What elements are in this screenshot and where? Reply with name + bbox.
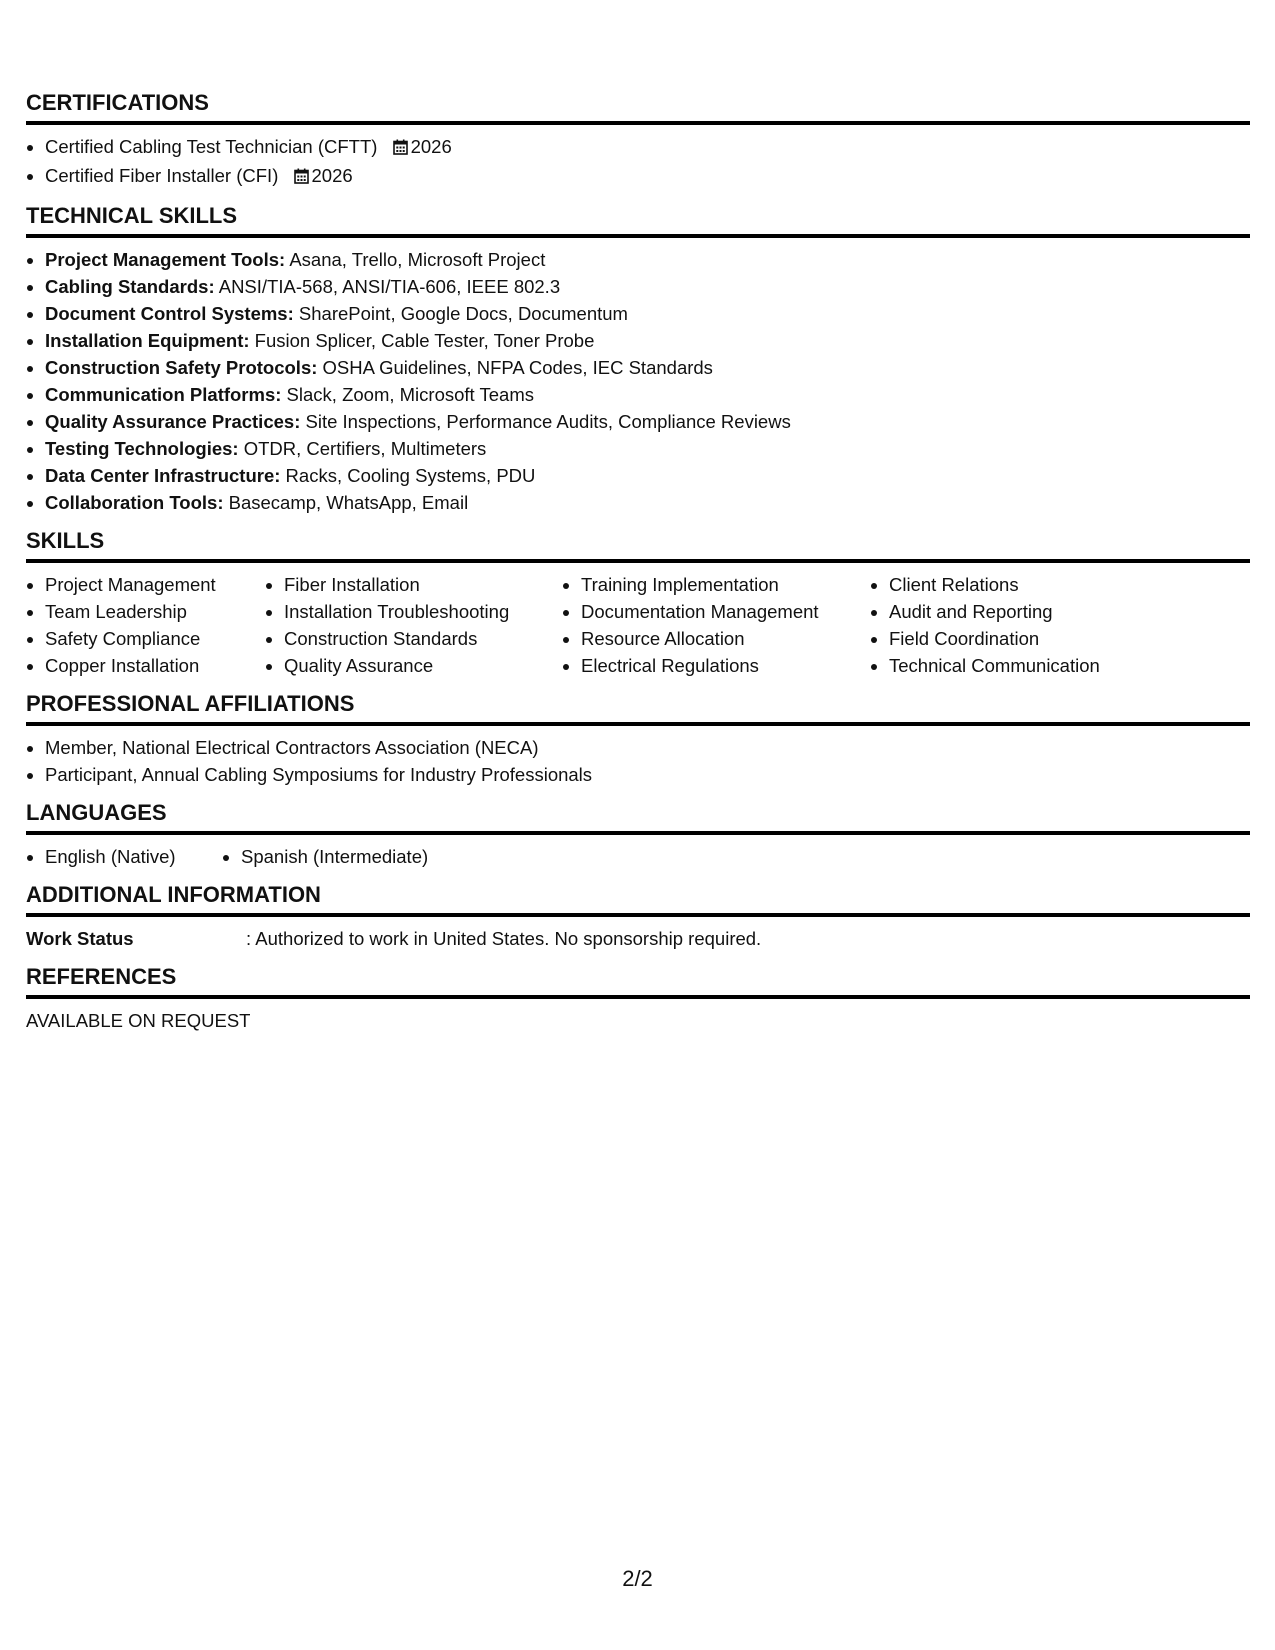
calendar-icon xyxy=(393,135,408,162)
technical-skills-list xyxy=(26,246,1250,516)
resume-page xyxy=(26,90,1250,1046)
additional-info-section xyxy=(26,882,1250,952)
list-item: • Fiber Installation xyxy=(284,571,562,598)
list-item: • Construction Standards xyxy=(284,625,562,652)
skill-category: Communication Platforms: xyxy=(45,384,282,405)
list-item: • Team Leadership xyxy=(45,598,265,625)
certification-year: 2026 xyxy=(410,136,452,157)
certification-year: 2026 xyxy=(311,165,353,186)
skill-category: Project Management Tools: xyxy=(45,249,286,270)
list-item xyxy=(45,489,1250,516)
languages-column xyxy=(26,843,222,870)
references-text: AVAILABLE ON REQUEST xyxy=(26,1010,251,1031)
list-item: • Member, National Electrical Contractors Association (NECA) xyxy=(45,734,1250,761)
list-item xyxy=(45,300,1250,327)
skill-values: Fusion Splicer, Cable Tester, Toner Probe xyxy=(249,330,595,351)
skill-category: Document Control Systems: xyxy=(45,303,294,324)
list-item: • Copper Installation xyxy=(45,652,265,679)
technical-skills-section xyxy=(26,203,1250,516)
section-title-technical-skills: TECHNICAL SKILLS xyxy=(26,203,1250,238)
page-number: 2/2 xyxy=(622,1566,653,1591)
section-title-references: REFERENCES xyxy=(26,964,1250,999)
work-status-row xyxy=(26,925,1250,952)
section-title-skills: SKILLS xyxy=(26,528,1250,563)
calendar-icon xyxy=(294,164,309,191)
section-title-additional-info: ADDITIONAL INFORMATION xyxy=(26,882,1250,917)
skill-values: Racks, Cooling Systems, PDU xyxy=(280,465,536,486)
list-item: • Spanish (Intermediate) xyxy=(241,843,428,870)
list-item: • Resource Allocation xyxy=(581,625,870,652)
list-item: • Documentation Management xyxy=(581,598,870,625)
list-item xyxy=(45,327,1250,354)
list-item xyxy=(45,133,1250,162)
skill-category: Collaboration Tools: xyxy=(45,492,224,513)
skills-section xyxy=(26,528,1250,679)
skill-values: SharePoint, Google Docs, Documentum xyxy=(293,303,628,324)
section-title-certifications: CERTIFICATIONS xyxy=(26,90,1250,125)
list-item xyxy=(45,246,1250,273)
list-item: • Safety Compliance xyxy=(45,625,265,652)
skill-values: Asana, Trello, Microsoft Project xyxy=(285,249,546,270)
list-item xyxy=(45,273,1250,300)
certification-name: Certified Fiber Installer (CFI) xyxy=(45,165,279,186)
list-item xyxy=(45,435,1250,462)
list-item xyxy=(45,381,1250,408)
list-item: • Project Management xyxy=(45,571,265,598)
skills-grid xyxy=(26,571,1250,679)
skill-values: Slack, Zoom, Microsoft Teams xyxy=(281,384,534,405)
certification-name: Certified Cabling Test Technician (CFTT) xyxy=(45,136,378,157)
list-item xyxy=(45,354,1250,381)
skill-values: OSHA Guidelines, NFPA Codes, IEC Standards xyxy=(317,357,713,378)
list-item: • Audit and Reporting xyxy=(889,598,1189,625)
skill-values: OTDR, Certifiers, Multimeters xyxy=(238,438,487,459)
affiliations-section xyxy=(26,691,1250,788)
skills-column xyxy=(265,571,562,679)
skill-category: Installation Equipment: xyxy=(45,330,250,351)
certifications-list xyxy=(26,133,1250,191)
skill-category: Cabling Standards: xyxy=(45,276,215,297)
list-item: • Quality Assurance xyxy=(284,652,562,679)
certifications-section xyxy=(26,90,1250,191)
work-status-value: : Authorized to work in United States. No sponsorship required. xyxy=(246,928,762,949)
list-item: • Client Relations xyxy=(889,571,1189,598)
skills-column xyxy=(26,571,265,679)
list-item xyxy=(45,462,1250,489)
skill-values: ANSI/TIA-568, ANSI/TIA-606, IEEE 802.3 xyxy=(214,276,561,297)
skill-category: Testing Technologies: xyxy=(45,438,239,459)
skill-category: Data Center Infrastructure: xyxy=(45,465,281,486)
list-item: • Field Coordination xyxy=(889,625,1189,652)
list-item: • Electrical Regulations xyxy=(581,652,870,679)
affiliations-list xyxy=(26,734,1250,788)
list-item xyxy=(45,408,1250,435)
list-item: • Installation Troubleshooting xyxy=(284,598,562,625)
list-item: • Training Implementation xyxy=(581,571,870,598)
references-section xyxy=(26,964,1250,1034)
skill-category: Construction Safety Protocols: xyxy=(45,357,318,378)
skills-column xyxy=(562,571,870,679)
work-status-label: Work Status xyxy=(26,928,134,949)
languages-list xyxy=(26,843,1250,870)
section-title-affiliations: PROFESSIONAL AFFILIATIONS xyxy=(26,691,1250,726)
languages-column xyxy=(222,843,428,870)
list-item: • English (Native) xyxy=(45,843,222,870)
skills-column xyxy=(870,571,1189,679)
skill-values: Site Inspections, Performance Audits, Compliance Reviews xyxy=(300,411,791,432)
skill-values: Basecamp, WhatsApp, Email xyxy=(223,492,469,513)
list-item: • Technical Communication xyxy=(889,652,1189,679)
list-item: • Participant, Annual Cabling Symposiums for Industry Professionals xyxy=(45,761,1250,788)
section-title-languages: LANGUAGES xyxy=(26,800,1250,835)
languages-section xyxy=(26,800,1250,870)
skill-category: Quality Assurance Practices: xyxy=(45,411,301,432)
list-item xyxy=(45,162,1250,191)
